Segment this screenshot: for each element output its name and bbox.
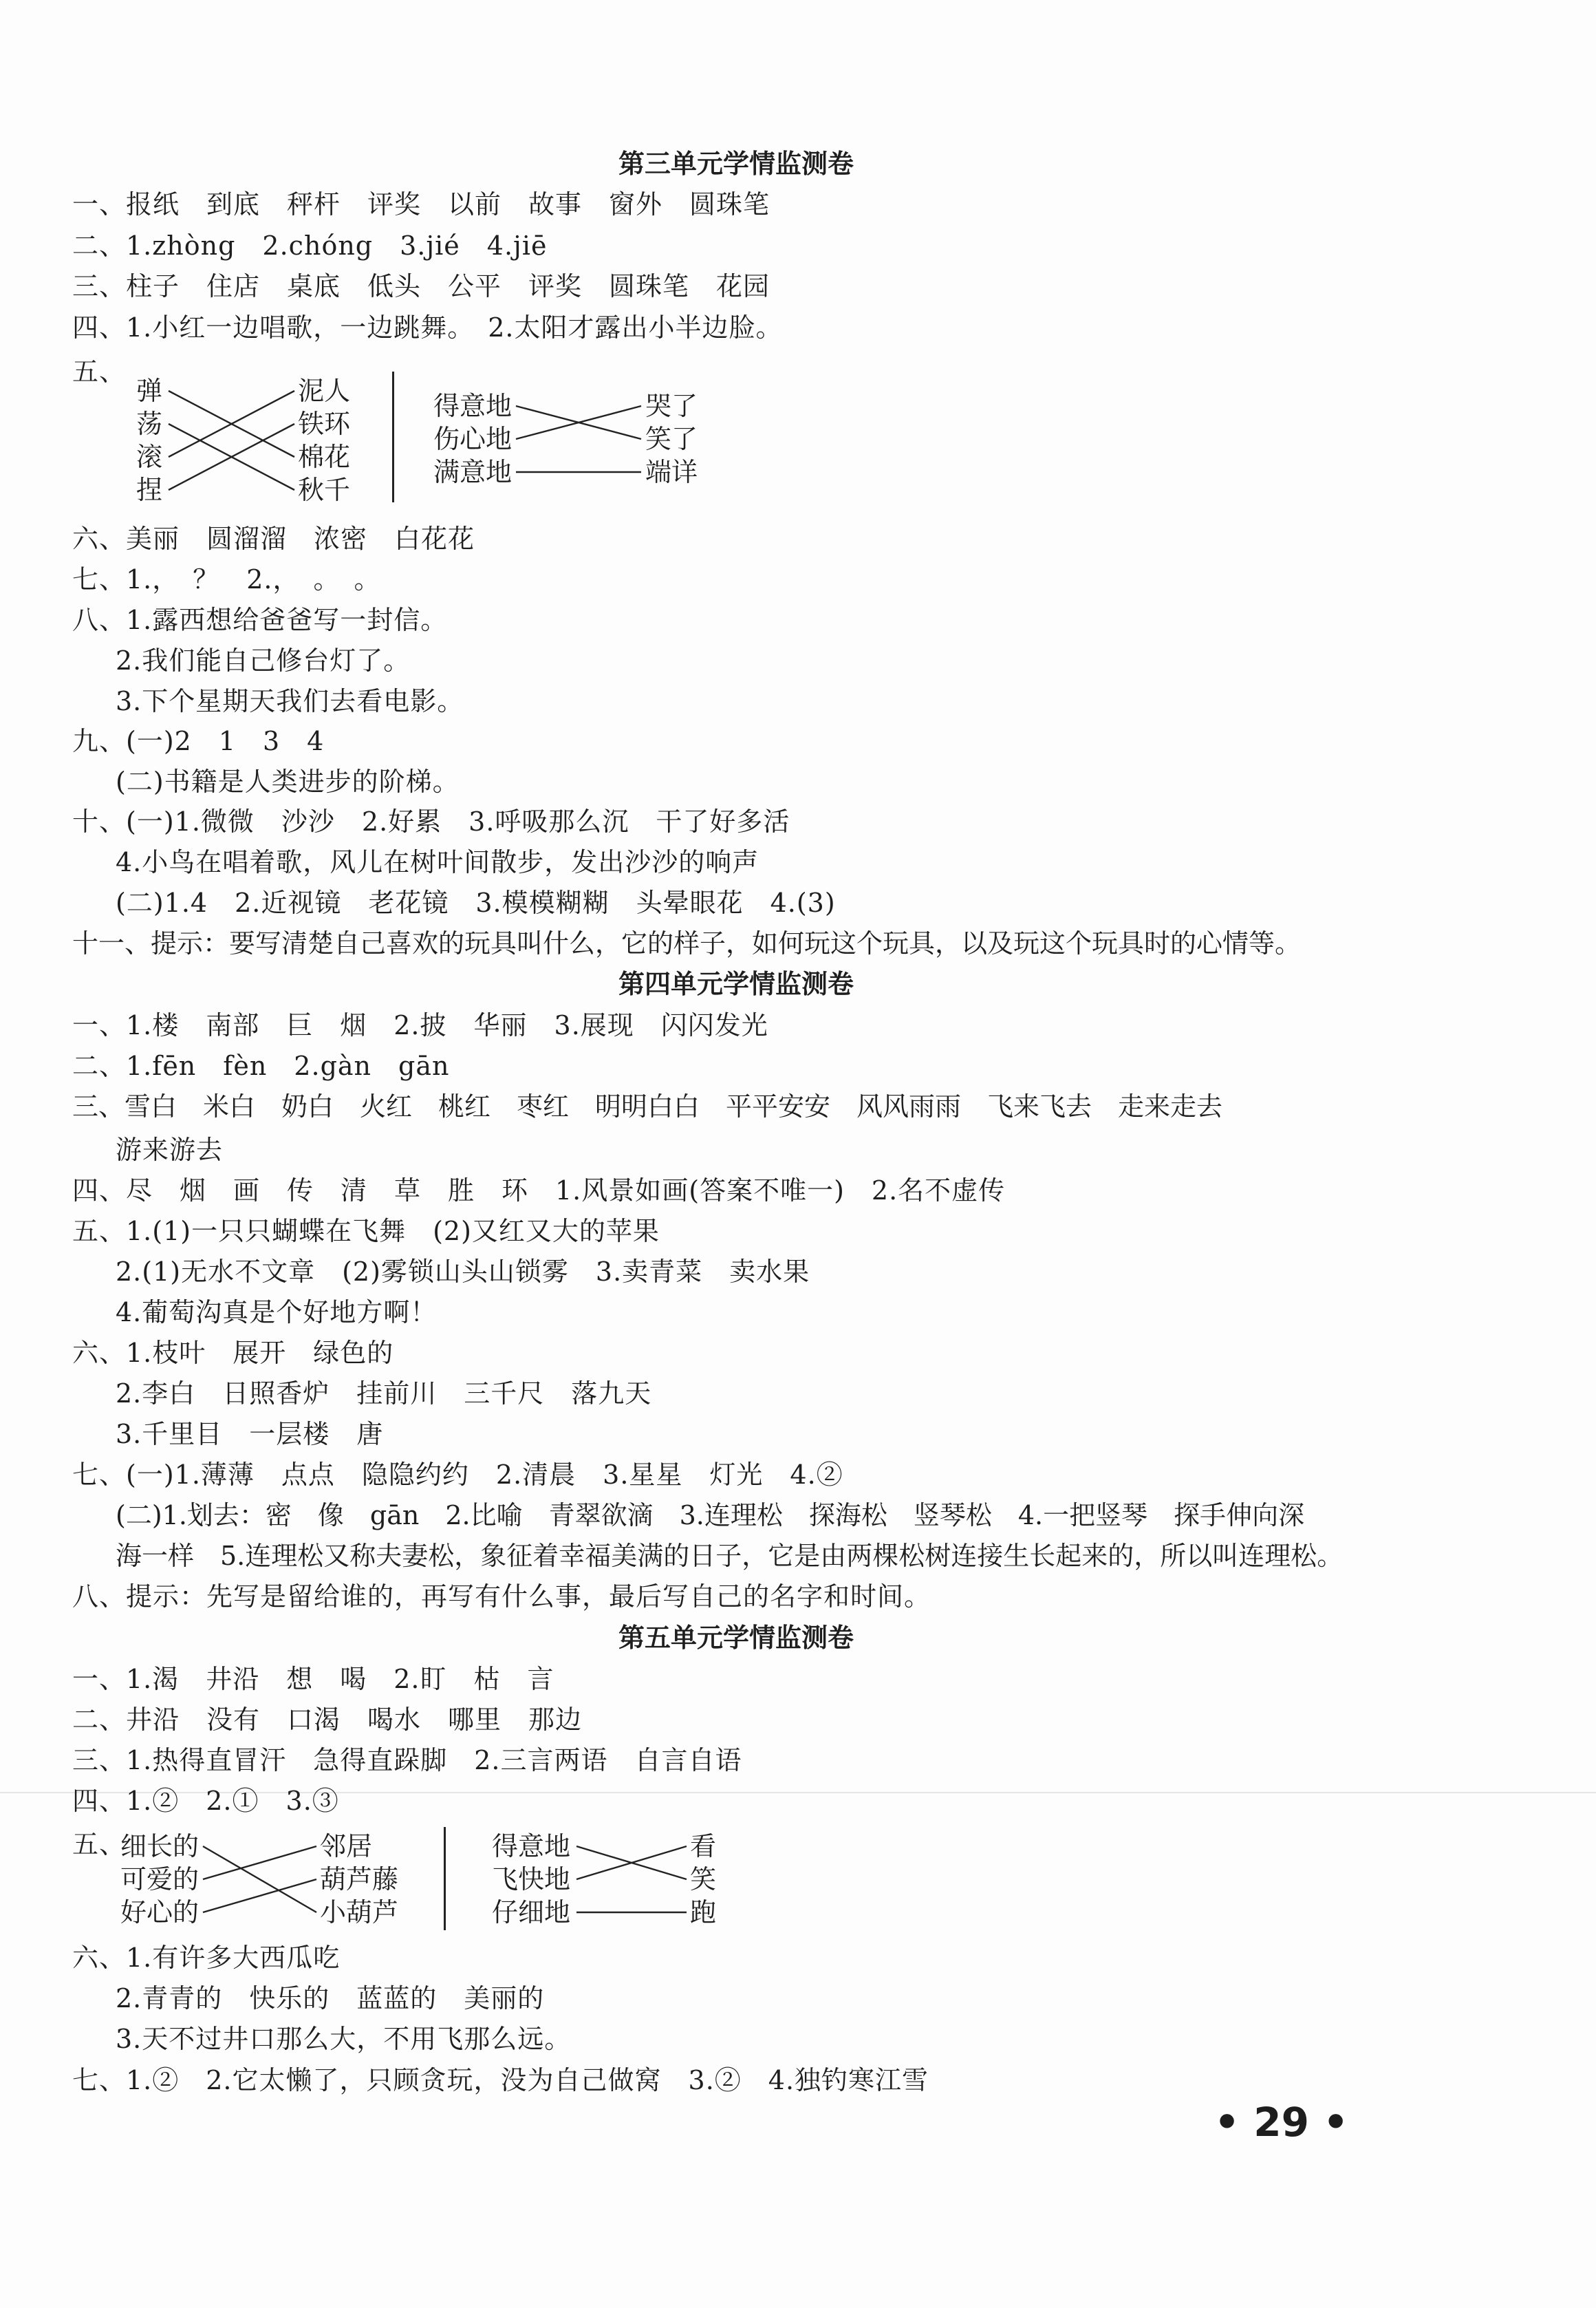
unit4-q1: 一、1.楼 南部 巨 烟 2.披 华丽 3.展现 闪闪发光 — [72, 1010, 768, 1040]
unit4-q3-1: 三、雪白 米白 奶白 火红 桃红 枣红 明明白白 平平安安 风风雨雨 飞来飞去 走来走去 — [72, 1091, 1223, 1122]
unit3-q10-3: (二)1.4 2.近视镜 老花镜 3.模模糊糊 头晕眼花 4.(3) — [116, 888, 836, 918]
match-right-word: 泥人 — [298, 376, 351, 406]
unit3-q9-1: 九、(一)2 1 3 4 — [72, 726, 325, 756]
match-right-word: 小葫芦 — [320, 1897, 399, 1927]
unit4-q7-1: 七、(一)1.薄薄 点点 隐隐约约 2.清晨 3.星星 灯光 4.② — [72, 1460, 843, 1490]
unit5-q6-1: 六、1.有许多大西瓜吃 — [72, 1943, 341, 1973]
unit4-q3-2: 游来游去 — [116, 1135, 224, 1165]
unit3-q8-2: 2.我们能自己修台灯了。 — [116, 645, 411, 676]
match-left-word: 捏 — [136, 475, 163, 505]
match-lines — [117, 1830, 805, 1941]
unit3-q9-2: (二)书籍是人类进步的阶梯。 — [116, 767, 460, 797]
unit5-q7: 七、1.② 2.它太懒了，只顾贪玩，没为自己做窝 3.② 4.独钓寒江雪 — [72, 2065, 929, 2095]
unit3-q5-label: 五、 — [72, 356, 127, 387]
unit3-q10-2: 4.小鸟在唱着歌，风儿在树叶间散步，发出沙沙的响声 — [116, 847, 759, 877]
unit3-matching — [131, 375, 750, 513]
match-left-word: 飞快地 — [492, 1864, 571, 1894]
match-left-word: 可爱的 — [120, 1864, 200, 1894]
unit4-q7-3: 海一样 5.连理松又称夫妻松，象征着幸福美满的日子，它是由两棵松树连接生长起来的，所以叫连理松。 — [116, 1541, 1344, 1571]
match-left-word: 满意地 — [433, 457, 513, 487]
unit3-q11: 十一、提示：要写清楚自己喜欢的玩具叫什么，它的样子，如何玩这个玩具，以及玩这个玩具时的心情等。 — [72, 928, 1302, 959]
unit4-title: 第四单元学情监测卷 — [618, 969, 854, 999]
match-right-word: 哭了 — [645, 391, 698, 421]
match-left-word: 得意地 — [433, 391, 513, 421]
match-lines — [131, 375, 750, 513]
unit5-q6-3: 3.天不过井口那么大，不用飞那么远。 — [116, 2024, 572, 2054]
match-left-word: 仔细地 — [492, 1897, 571, 1927]
match-right-word: 棉花 — [298, 442, 351, 472]
unit3-q8-1: 八、1.露西想给爸爸写一封信。 — [72, 605, 448, 635]
match-left-word: 伤心地 — [433, 424, 513, 454]
unit5-q1: 一、1.渴 井沿 想 喝 2.盯 枯 言 — [72, 1664, 554, 1694]
unit5-matching — [117, 1830, 805, 1941]
match-left-word: 细长的 — [120, 1831, 200, 1861]
unit4-q5-1: 五、1.(1)一只只蝴蝶在飞舞 (2)又红又大的苹果 — [72, 1216, 660, 1246]
unit4-q6-1: 六、1.枝叶 展开 绿色的 — [72, 1338, 394, 1368]
unit5-q4: 四、1.② 2.① 3.③ — [72, 1786, 339, 1816]
match-right-word: 葫芦藤 — [320, 1864, 399, 1894]
unit4-q8: 八、提示：先写是留给谁的，再写有什么事，最后写自己的名字和时间。 — [72, 1581, 931, 1612]
unit4-q2: 二、1.fēn fèn 2.gàn gān — [72, 1051, 450, 1081]
unit4-q7-2: (二)1.划去：密 像 gān 2.比喻 青翠欲滴 3.连理松 探海松 竖琴松 4.一把竖琴 探手伸向深 — [116, 1500, 1305, 1530]
match-right-word: 端详 — [645, 457, 698, 487]
match-right-word: 跑 — [690, 1897, 717, 1927]
unit3-q10-1: 十、(一)1.微微 沙沙 2.好累 3.呼吸那么沉 干了好多活 — [72, 806, 790, 837]
match-right-word: 邻居 — [320, 1831, 373, 1861]
unit3-q6: 六、美丽 圆溜溜 浓密 白花花 — [72, 524, 475, 554]
match-right-word: 看 — [690, 1831, 717, 1861]
unit3-q3: 三、柱子 住店 桌底 低头 公平 评奖 圆珠笔 花园 — [72, 271, 770, 301]
unit3-q1: 一、报纸 到底 秤杆 评奖 以前 故事 窗外 圆珠笔 — [72, 189, 770, 220]
unit3-q8-3: 3.下个星期天我们去看电影。 — [116, 686, 464, 716]
unit5-q3: 三、1.热得直冒汗 急得直跺脚 2.三言两语 自言自语 — [72, 1745, 742, 1775]
unit4-q5-3: 4.葡萄沟真是个好地方啊！ — [116, 1297, 438, 1327]
unit5-q2: 二、井沿 没有 口渴 喝水 哪里 那边 — [72, 1705, 583, 1735]
unit5-q5-label: 五、 — [72, 1829, 127, 1859]
match-left-word: 弹 — [136, 376, 163, 406]
match-left-word: 好心的 — [120, 1897, 200, 1927]
unit4-q6-2: 2.李白 日照香炉 挂前川 三千尺 落九天 — [116, 1378, 652, 1409]
unit4-q4: 四、尽 烟 画 传 清 草 胜 环 1.风景如画(答案不唯一) 2.名不虚传 — [72, 1175, 1006, 1206]
unit3-title: 第三单元学情监测卷 — [618, 149, 854, 179]
unit4-q6-3: 3.千里目 一层楼 唐 — [116, 1419, 384, 1449]
unit5-q6-2: 2.青青的 快乐的 蓝蓝的 美丽的 — [116, 1983, 545, 2013]
unit3-q2: 二、1.zhòng 2.chóng 3.jié 4.jiē — [72, 231, 548, 261]
match-left-word: 得意地 — [492, 1831, 571, 1861]
match-right-word: 秋千 — [298, 475, 351, 505]
match-right-word: 笑了 — [645, 424, 698, 454]
match-right-word: 笑 — [690, 1864, 717, 1894]
match-right-word: 铁环 — [298, 409, 351, 439]
unit4-q5-2: 2.(1)无水不文章 (2)雾锁山头山锁雾 3.卖青菜 卖水果 — [116, 1257, 810, 1287]
match-left-word: 滚 — [136, 442, 163, 472]
unit3-q7: 七、1.， ？ 2.， 。 。 — [72, 564, 381, 595]
page-number: • 29 • — [1214, 2099, 1349, 2146]
unit5-title: 第五单元学情监测卷 — [618, 1623, 854, 1653]
match-left-word: 荡 — [136, 409, 163, 439]
unit3-q4: 四、1.小红一边唱歌，一边跳舞。 2.太阳才露出小半边脸。 — [72, 312, 783, 343]
